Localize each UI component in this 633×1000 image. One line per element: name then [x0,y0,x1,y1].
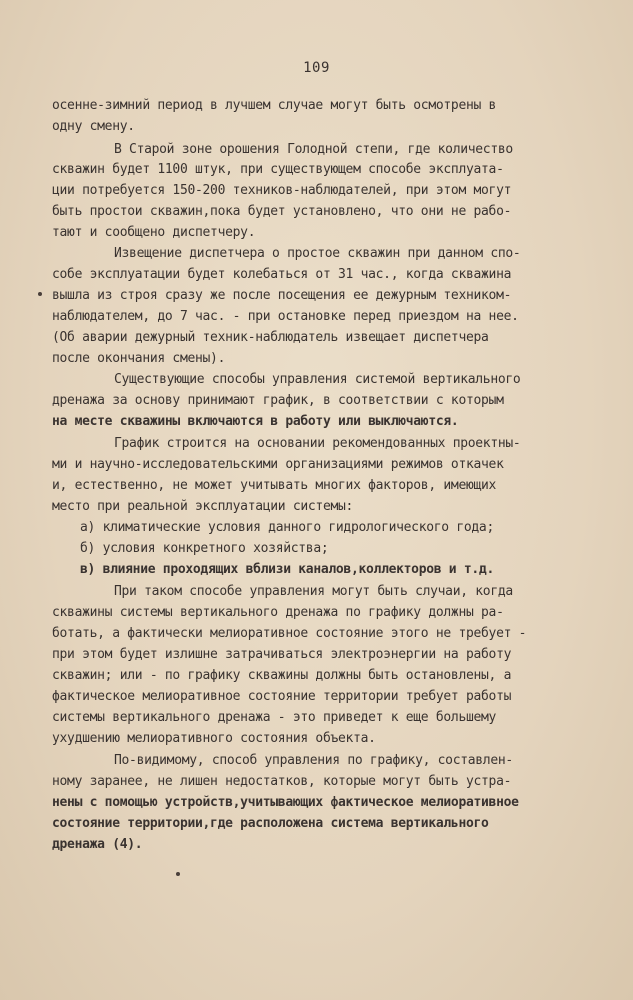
text-line: после окончания смены). [52,351,226,366]
text-line: ухудшению мелиоративного состояния объекта. [52,731,376,746]
list-item: а) климатические условия данного гидрологического года; [80,520,494,535]
text-line: фактическое мелиоративное состояние территории требует работы [52,689,512,704]
text-line: быть простои скважин,пока будет установлено, что они не рабо- [52,204,512,219]
text-line: (Об аварии дежурный техник-наблюдатель извещает диспетчера [52,330,489,345]
speck-mark [176,872,180,876]
text-line: осенне-зимний период в лучшем случае могут быть осмотрены в [52,98,497,113]
list-item: б) условия конкретного хозяйства; [80,541,329,556]
text-line: наблюдателем, до 7 час. - при остановке перед приездом на нее. [52,309,519,324]
list-item: в) влияние проходящих вблизи каналов,коллекторов и т.д. [80,562,494,577]
text-line: По-видимому, способ управления по графику, составлен- [114,753,513,768]
text-line: скважин будет 1100 штук, при существующем способе эксплуата- [52,162,504,177]
text-line: одну смену. [52,119,135,134]
text-line: место при реальной эксплуатации системы: [52,499,354,514]
text-line: тают и сообщено диспетчеру. [52,225,256,240]
text-line: Существующие способы управления системой вертикального [114,372,521,387]
speck-mark [38,292,42,296]
text-line: В Старой зоне орошения Голодной степи, где количество [114,142,513,157]
text-line: скважин; или - по графику скважины должны быть остановлены, а [52,668,512,683]
text-line: ботать, а фактически мелиоративное состояние этого не требует - [52,626,527,641]
text-line: График строится на основании рекомендованных проектны- [114,436,521,451]
text-line: вышла из строя сразу же после посещения ее дежурным техником- [52,288,512,303]
page-number: 109 [303,60,330,76]
text-line: При таком способе управления могут быть случаи, когда [114,584,513,599]
text-line: и, естественно, не может учитывать многих факторов, имеющих [52,478,497,493]
text-line: системы вертикального дренажа - это приведет к еще большему [52,710,497,725]
text-line: собе эксплуатации будет колебаться от 31 час., когда скважина [52,267,512,282]
text-line: ми и научно-исследовательскими организациями режимов откачек [52,457,504,472]
text-line: ному заранее, не лишен недостатков, которые могут быть устра- [52,774,512,789]
text-line: состояние территории,где расположена система вертикального [52,816,489,831]
text-line: дренажа за основу принимают график, в соответствии с которым [52,393,504,408]
text-line: при этом будет излишне затрачиваться электроэнергии на работу [52,647,512,662]
text-line: ции потребуется 150-200 техников-наблюдателей, при этом могут [52,183,512,198]
text-line: нены с помощью устройств,учитывающих фактическое мелиоративное [52,795,519,810]
text-line: дренажа (4). [52,837,143,852]
text-line: Извещение диспетчера о простое скважин при данном спо- [114,246,521,261]
text-line: на месте скважины включаются в работу или выключаются. [52,414,459,429]
text-line: скважины системы вертикального дренажа по графику должны ра- [52,605,504,620]
